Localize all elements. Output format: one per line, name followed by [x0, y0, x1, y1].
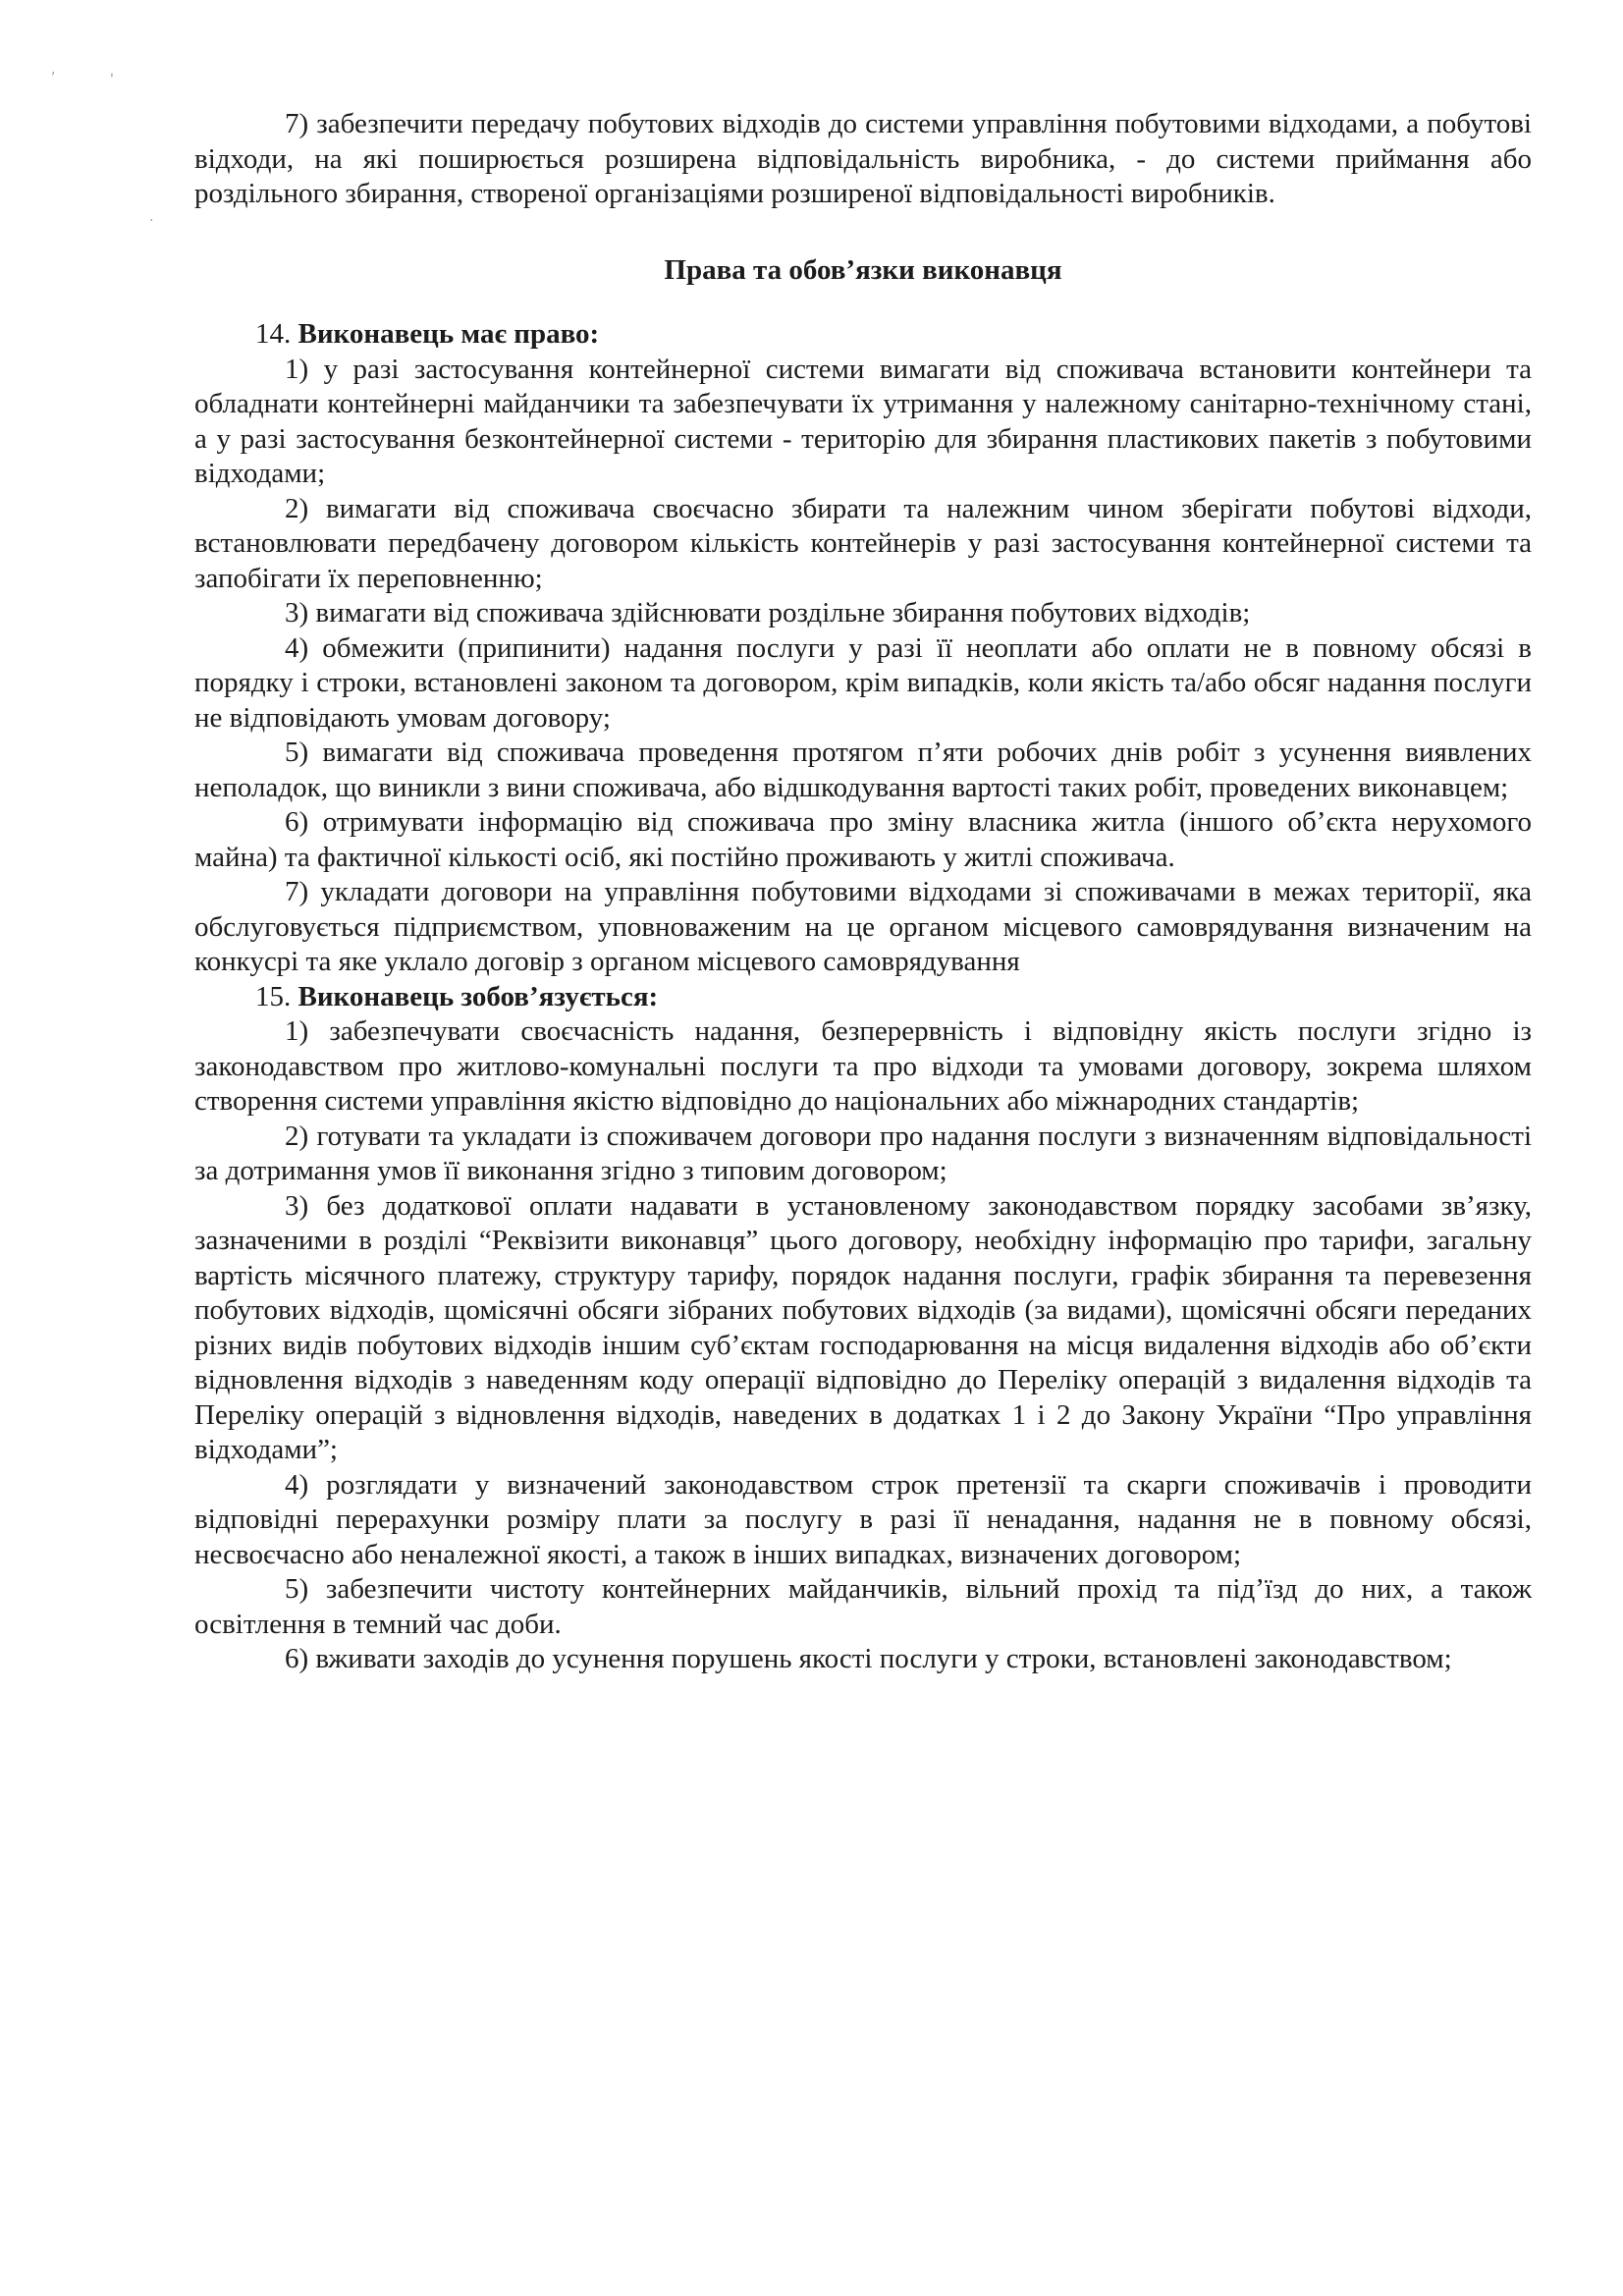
clause-15-number: 15. [255, 980, 292, 1012]
clause-15-item-6: 6) вживати заходів до усунення порушень якості послуги у строки, встановлені законодавством; [285, 1643, 1452, 1674]
clause-14-item-1: 1) у разі застосування контейнерної системи вимагати від споживача встановити контейнери та обладнати контейнерні майданчики та забезпечувати їх утримання у належному санітарно-технічному стані, а у разі застосування безконтейнерної системи - територію для збирання пластикових пакетів з побутовими відходами; [194, 353, 1532, 489]
intro-item: 7) забезпечити передачу побутових відходів до системи управління побутовими відходами, а побутові відходи, на які поширюється розширена відповідальність виробника, - до системи приймання або роздільного збирання, створеної організаціями розширеної відповідальності виробників. [194, 108, 1532, 209]
clause-14-item-3: 3) вимагати від споживача здійснювати роздільне збирання побутових відходів; [285, 597, 1251, 629]
clause-15-heading [194, 980, 1532, 1015]
clause-15-item-3: 3) без додаткової оплати надавати в установленому законодавством порядку засобами зв’язку, зазначеними в розділі “Реквізити виконавця” цього договору, необхідну інформацію про тарифи, загальну вартість місячного платежу, структуру тарифу, порядок надання послуги, графік збирання та перевезення побутових відходів, щомісячні обсяги зібраних побутових відходів (за видами), щомісячні обсяги переданих різних видів побутових відходів іншим суб’єктам господарювання на місця видалення відходів або об’єкти відновлення відходів з наведенням коду операції відповідно до Переліку операцій з видалення відходів та Переліку операцій з відновлення відходів, наведених в додатках 1 і 2 до Закону України “Про управління відходами”; [194, 1189, 1532, 1465]
clause-14-number: 14. [255, 318, 292, 350]
clause-14-item-2: 2) вимагати від споживача своєчасно збирати та належним чином зберігати побутові відходи, встановлювати передбачену договором кількість контейнерів у разі застосування контейнерної системи та запобігати їх переповненню; [194, 492, 1532, 594]
clause-14-heading [194, 317, 1532, 353]
clause-15-item-4: 4) розглядати у визначений законодавством строк претензії та скарги споживачів і проводити відповідні перерахунки розміру плати за послугу в разі її ненадання, надання не в повному обсязі, несвоєчасно або неналежної якості, а також в інших випадках, визначених договором; [194, 1468, 1532, 1570]
scan-speck: ' [110, 72, 114, 87]
clause-14-title: Виконавець має право: [298, 318, 600, 350]
clause-14-item-4: 4) обмежити (припинити) надання послуги у разі її неоплати або оплати не в повному обсязі в порядку і строки, встановлені законом та договором, крім випадків, коли якість та/або обсяг надання послуги не відповідають умовам договору; [194, 631, 1532, 734]
scan-speck: , [51, 62, 56, 78]
clause-15-item-5: 5) забезпечити чистоту контейнерних майданчиків, вільний прохід та під’їзд до них, а також освітлення в темний час доби. [194, 1573, 1532, 1640]
clause-14-item-7: 7) укладати договори на управління побутовими відходами зі споживачами в межах території, яка обслуговується підприємством, уповноваженим на це органом місцевого самоврядування визначеним на конкусрі та яке уклало договір з органом місцевого самоврядування [194, 876, 1532, 977]
clause-15-item-1: 1) забезпечувати своєчасність надання, безперервність і відповідну якість послуги згідно із законодавством про житлово-комунальні послуги та про відходи та умовами договору, зокрема шляхом створення системи управління якістю відповідно до національних або міжнародних стандартів; [194, 1015, 1532, 1117]
clause-14-item-6: 6) отримувати інформацію від споживача про зміну власника житла (іншого об’єкта нерухомого майна) та фактичної кількості осіб, які постійно проживають у житлі споживача. [194, 806, 1532, 873]
scan-speck: · [149, 213, 154, 229]
clause-15-item-2: 2) готувати та укладати із споживачем договори про надання послуги з визначенням відповідальності за дотримання умов її виконання згідно з типовим договором; [194, 1120, 1532, 1186]
clause-15-title: Виконавець зобов’язується: [298, 980, 659, 1012]
clause-14-item-5: 5) вимагати від споживача проведення протягом п’яти робочих днів робіт з усунення виявлених неполадок, що виникли з вини споживача, або відшкодування вартості таких робіт, проведених виконавцем; [194, 737, 1532, 803]
document-body [194, 107, 1532, 1677]
section-title: Права та обов’язки виконавця [664, 253, 1062, 286]
